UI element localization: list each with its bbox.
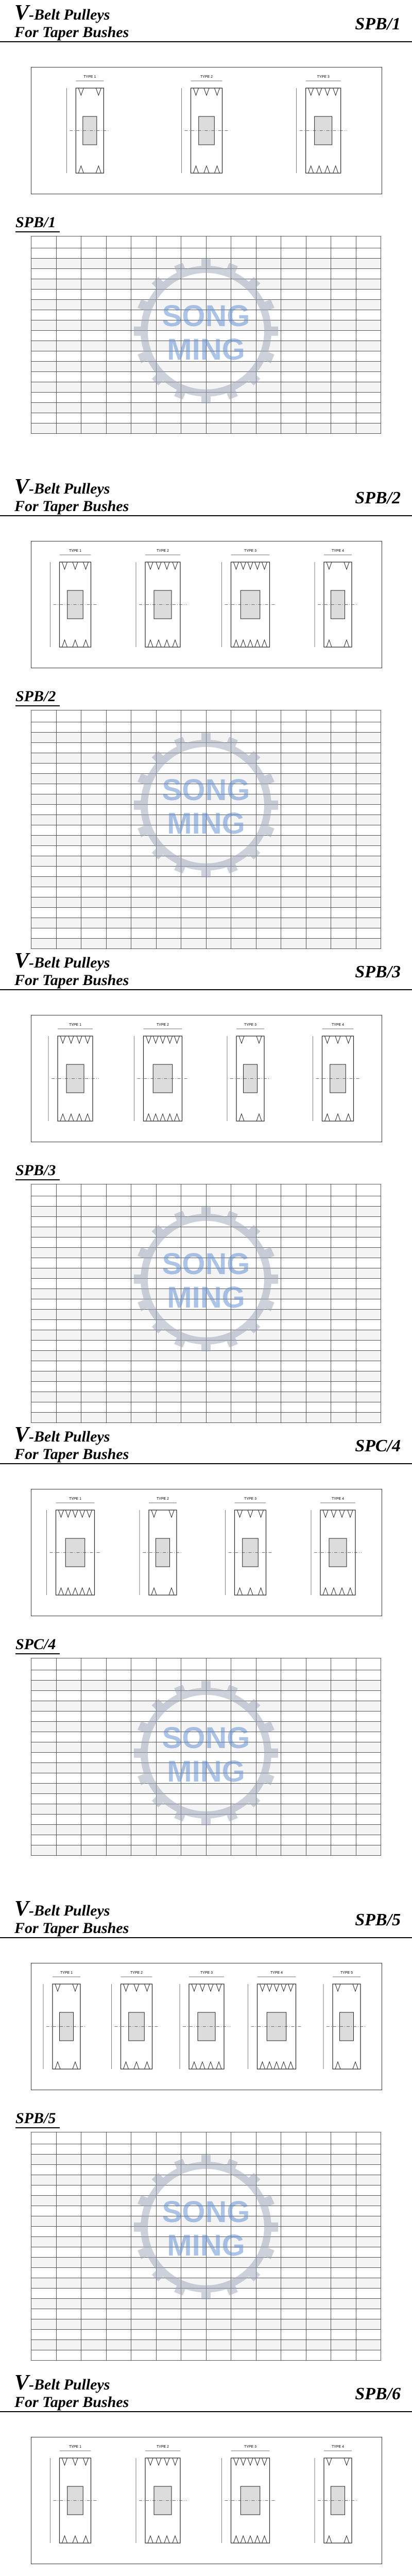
- pulley-drawing: [182, 75, 229, 173]
- pulley-drawing: [134, 1023, 188, 1121]
- table-cell: [231, 939, 256, 949]
- table-cell: [206, 939, 231, 949]
- svg-text:TYPE 2: TYPE 2: [130, 1971, 143, 1975]
- svg-text:TYPE 2: TYPE 2: [200, 75, 213, 79]
- table-cell: [31, 1413, 57, 1423]
- svg-text:TYPE 2: TYPE 2: [156, 549, 169, 553]
- section-title: [14, 475, 129, 515]
- catalog-section: [0, 1422, 412, 1896]
- table-cell: [106, 939, 131, 949]
- spec-table-area: [31, 236, 381, 463]
- svg-text:TYPE 1: TYPE 1: [68, 2445, 82, 2449]
- pulley-drawing: [323, 1971, 367, 2069]
- title-v-letter: V: [14, 949, 29, 973]
- pulley-drawing: [297, 75, 347, 173]
- watermark-word-1: SONG: [162, 299, 250, 333]
- table-cell: [131, 939, 157, 949]
- table-cell: [31, 939, 57, 949]
- table-subtitle: SPB/2: [15, 688, 60, 706]
- section-header: [0, 474, 412, 516]
- table-cell: [106, 1413, 131, 1423]
- title-line-1: [14, 949, 129, 973]
- drawings-svg: [31, 1489, 382, 1616]
- catalog-section: [0, 1896, 412, 2370]
- title-v-letter: V: [14, 475, 29, 499]
- pulley-drawing: [311, 1497, 362, 1595]
- watermark-svg: [31, 2132, 381, 2359]
- spec-table-area: [31, 1658, 381, 1885]
- pulley-drawing: [222, 549, 276, 647]
- watermark-svg: [31, 1184, 381, 1411]
- title-line-1: [14, 2371, 129, 2395]
- title-belt-pulleys: -Belt Pulleys: [29, 480, 110, 497]
- watermark-word-1: SONG: [162, 1247, 250, 1281]
- pulley-drawing: [313, 1023, 360, 1121]
- pulley-drawing: [50, 2445, 97, 2543]
- pulley-drawing: [140, 1497, 183, 1595]
- table-cell: [156, 939, 181, 949]
- svg-text:TYPE 4: TYPE 4: [331, 1497, 345, 1501]
- technical-drawings: [31, 2437, 382, 2564]
- section-header: [0, 1422, 412, 1464]
- table-cell: [181, 939, 207, 949]
- table-cell: [56, 939, 81, 949]
- catalog-section: [0, 2370, 412, 2576]
- svg-text:TYPE 1: TYPE 1: [68, 1023, 82, 1027]
- title-belt-pulleys: -Belt Pulleys: [29, 954, 110, 971]
- table-cell: [281, 1413, 306, 1423]
- pulley-drawing: [248, 1971, 302, 2069]
- table-cell: [306, 1413, 331, 1423]
- watermark-logo: [134, 733, 278, 877]
- svg-text:TYPE 1: TYPE 1: [68, 549, 82, 553]
- svg-text:TYPE 4: TYPE 4: [331, 1023, 345, 1027]
- pulley-drawing: [226, 1497, 272, 1595]
- catalog-section: [0, 948, 412, 1422]
- table-cell: [256, 939, 281, 949]
- title-line-2: For Taper Bushes: [14, 972, 129, 989]
- watermark-logo: [134, 259, 278, 403]
- section-header: [0, 0, 412, 42]
- svg-text:TYPE 1: TYPE 1: [68, 1497, 82, 1501]
- table-cell: [81, 1413, 107, 1423]
- table-cell: [356, 1413, 381, 1423]
- pulley-drawing: [47, 1497, 101, 1595]
- table-cell: [281, 939, 306, 949]
- svg-text:TYPE 5: TYPE 5: [340, 1971, 353, 1975]
- pulley-drawing: [136, 2445, 186, 2543]
- svg-text:TYPE 3: TYPE 3: [244, 1023, 257, 1027]
- technical-drawings: [31, 1489, 382, 1616]
- catalog-section: [0, 0, 412, 474]
- title-belt-pulleys: -Belt Pulleys: [29, 2376, 110, 2393]
- drawings-svg: [31, 2437, 382, 2564]
- watermark-svg: [31, 710, 381, 937]
- title-belt-pulleys: -Belt Pulleys: [29, 1902, 110, 1919]
- watermark-logo: [134, 2155, 278, 2299]
- table-cell: [306, 939, 331, 949]
- svg-text:TYPE 2: TYPE 2: [156, 2445, 169, 2449]
- table-cell: [231, 1413, 256, 1423]
- title-line-1: [14, 475, 129, 499]
- table-subtitle: SPC/4: [15, 1636, 60, 1654]
- watermark-word-2: MING: [167, 806, 245, 840]
- pulley-drawing: [315, 2445, 358, 2543]
- svg-text:TYPE 3: TYPE 3: [317, 75, 330, 79]
- svg-text:TYPE 4: TYPE 4: [331, 2445, 345, 2449]
- pulley-drawing: [43, 1971, 87, 2069]
- watermark-word-2: MING: [167, 2228, 245, 2262]
- pulley-drawing: [66, 75, 110, 173]
- svg-text:TYPE 1: TYPE 1: [60, 1971, 73, 1975]
- title-line-1: [14, 1423, 129, 1447]
- section-code: SPB/6: [355, 2384, 401, 2403]
- table-cell: [356, 939, 381, 949]
- section-code: SPB/5: [355, 1910, 401, 1929]
- drawings-svg: [31, 1963, 382, 2090]
- title-v-letter: V: [14, 2371, 29, 2395]
- title-line-2: For Taper Bushes: [14, 2394, 129, 2411]
- watermark-logo: [134, 1681, 278, 1825]
- title-line-2: For Taper Bushes: [14, 1446, 129, 1463]
- watermark-logo: [134, 1207, 278, 1351]
- title-v-letter: V: [14, 1, 29, 25]
- pulley-drawing: [180, 1971, 230, 2069]
- table-cell: [256, 1413, 281, 1423]
- table-cell: [206, 1413, 231, 1423]
- section-title: [14, 1897, 129, 1937]
- title-line-1: [14, 1, 129, 25]
- spec-table-area: [31, 710, 381, 937]
- table-row: [31, 1413, 381, 1423]
- table-subtitle: SPB/1: [15, 214, 60, 232]
- svg-text:TYPE 4: TYPE 4: [331, 549, 345, 553]
- watermark-word-1: SONG: [162, 1721, 250, 1755]
- table-cell: [131, 1413, 157, 1423]
- svg-text:TYPE 1: TYPE 1: [83, 75, 96, 79]
- section-code: SPB/2: [355, 488, 401, 507]
- svg-text:TYPE 3: TYPE 3: [244, 2445, 257, 2449]
- svg-text:TYPE 2: TYPE 2: [156, 1023, 169, 1027]
- svg-text:TYPE 3: TYPE 3: [244, 549, 257, 553]
- pulley-drawing: [222, 2445, 276, 2543]
- table-cell: [331, 939, 356, 949]
- table-cell: [81, 939, 107, 949]
- title-line-1: [14, 1897, 129, 1921]
- watermark-word-2: MING: [167, 1280, 245, 1314]
- table-subtitle: SPB/3: [15, 1162, 60, 1180]
- technical-drawings: [31, 1963, 382, 2090]
- watermark-word-1: SONG: [162, 2195, 250, 2229]
- table-subtitle: SPB/5: [15, 2110, 60, 2128]
- title-v-letter: V: [14, 1423, 29, 1447]
- table-cell: [331, 1413, 356, 1423]
- title-line-2: For Taper Bushes: [14, 24, 129, 41]
- section-title: [14, 2371, 129, 2411]
- watermark-word-1: SONG: [162, 773, 250, 807]
- section-title: [14, 949, 129, 989]
- svg-text:TYPE 3: TYPE 3: [244, 1497, 257, 1501]
- pulley-drawing: [112, 1971, 159, 2069]
- pulley-drawing: [50, 549, 97, 647]
- pulley-drawing: [136, 549, 186, 647]
- table-cell: [181, 1413, 207, 1423]
- drawings-svg: [31, 1015, 382, 1142]
- watermark-svg: [31, 236, 381, 463]
- watermark-word-2: MING: [167, 332, 245, 366]
- technical-drawings: [31, 67, 382, 194]
- section-code: SPC/4: [355, 1436, 401, 1455]
- spec-table-area: [31, 1184, 381, 1411]
- section-header: [0, 1896, 412, 1938]
- svg-text:TYPE 3: TYPE 3: [200, 1971, 213, 1975]
- technical-drawings: [31, 1015, 382, 1142]
- watermark-svg: [31, 1658, 381, 1885]
- section-header: [0, 948, 412, 990]
- title-line-2: For Taper Bushes: [14, 498, 129, 515]
- pulley-drawing: [315, 549, 358, 647]
- section-title: [14, 1423, 129, 1463]
- table-cell: [56, 1413, 81, 1423]
- title-belt-pulleys: -Belt Pulleys: [29, 1428, 110, 1445]
- drawings-svg: [31, 541, 382, 668]
- section-header: [0, 2370, 412, 2412]
- catalog-section: [0, 474, 412, 948]
- section-code: SPB/1: [355, 14, 401, 33]
- title-v-letter: V: [14, 1897, 29, 1921]
- technical-drawings: [31, 541, 382, 668]
- table-row: [31, 939, 381, 949]
- svg-text:TYPE 2: TYPE 2: [156, 1497, 169, 1501]
- pulley-drawing: [48, 1023, 99, 1121]
- spec-table-area: [31, 2132, 381, 2359]
- section-title: [14, 1, 129, 41]
- section-code: SPB/3: [355, 962, 401, 981]
- table-cell: [156, 1413, 181, 1423]
- title-belt-pulleys: -Belt Pulleys: [29, 6, 110, 23]
- title-line-2: For Taper Bushes: [14, 1920, 129, 1937]
- pulley-drawing: [227, 1023, 270, 1121]
- watermark-word-2: MING: [167, 1754, 245, 1788]
- drawings-svg: [31, 67, 382, 194]
- svg-text:TYPE 4: TYPE 4: [270, 1971, 283, 1975]
